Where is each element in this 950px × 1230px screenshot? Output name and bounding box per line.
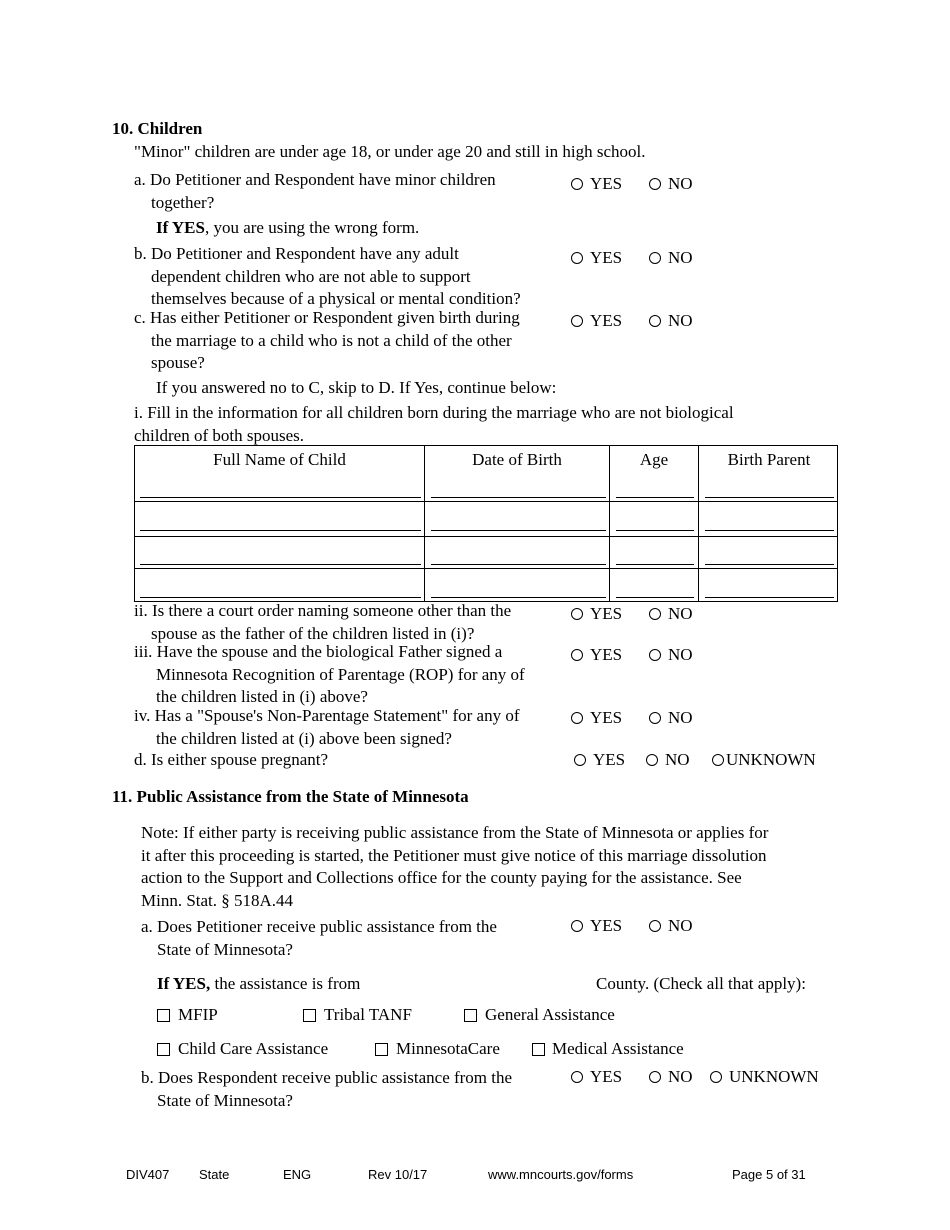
section-10-title: 10. Children [112, 119, 203, 138]
q11a-yes-option[interactable]: YES [571, 916, 622, 936]
medical-assistance-checkbox[interactable] [532, 1043, 545, 1056]
child-parent-field[interactable] [705, 530, 834, 531]
question-10c-iv: iv. Has a "Spouse's Non-Parentage Statement" for any of the children listed at (i) above been signed? [134, 706, 520, 748]
question-11b: b. Does Respondent receive public assistance from the State of Minnesota? [141, 1068, 513, 1110]
q10ciii-no-option[interactable]: NO [649, 645, 693, 665]
child-name-field[interactable] [140, 564, 421, 565]
child-age-field[interactable] [616, 497, 694, 498]
question-11a: a. Does Petitioner receive public assistance from the State of Minnesota? [141, 917, 497, 959]
q10c-no-radio[interactable] [649, 315, 661, 327]
q10d-yes-radio[interactable] [574, 754, 586, 766]
public-assistance-note: Note: If either party is receiving public assistance from the State of Minnesota or applies for it after this proceeding is started, the Petitioner must give notice of this marriage dissolution action to the Support and Collections office for the county paying for the assistance. See Minn. Stat. § 518A.44 [141, 823, 769, 910]
child-age-field[interactable] [616, 530, 694, 531]
table-header-birth-parent: Birth Parent [727, 450, 811, 469]
checkbox-tribal-tanf[interactable]: Tribal TANF [303, 1005, 412, 1025]
checkbox-minnesotacare[interactable]: MinnesotaCare [375, 1039, 500, 1059]
q10c-note: If you answered no to C, skip to D. If Yes, continue below: [156, 378, 557, 397]
footer-url: www.mncourts.gov/forms [488, 1167, 634, 1182]
q10ciii-yes-radio[interactable] [571, 649, 583, 661]
q11b-unknown-radio[interactable] [710, 1071, 722, 1083]
child-age-field[interactable] [616, 564, 694, 565]
footer-form-id: DIV407 [126, 1167, 170, 1182]
question-10d: d. Is either spouse pregnant? [134, 750, 329, 769]
q10a-no-radio[interactable] [649, 178, 661, 190]
table-header-name: Full Name of Child [213, 450, 346, 469]
q10cii-yes-option[interactable]: YES [571, 604, 622, 624]
q11a-no-radio[interactable] [649, 920, 661, 932]
child-dob-field[interactable] [431, 497, 606, 498]
child-name-field[interactable] [140, 597, 421, 598]
county-input[interactable] [380, 992, 590, 993]
child-dob-field[interactable] [431, 597, 606, 598]
footer-page-number: Page 5 of 31 [732, 1167, 806, 1182]
child-parent-field[interactable] [705, 564, 834, 565]
q10d-no-option[interactable]: NO [646, 750, 690, 770]
question-10c-iii: iii. Have the spouse and the biological Father signed a Minnesota Recognition of Parentage (ROP) for any of the children listed in (i) above? [134, 642, 525, 706]
q10civ-yes-option[interactable]: YES [571, 708, 622, 728]
q11a-yes-radio[interactable] [571, 920, 583, 932]
child-care-assistance-checkbox[interactable] [157, 1043, 170, 1056]
checkbox-child-care-assistance[interactable]: Child Care Assistance [157, 1039, 328, 1059]
q10b-yes-option[interactable]: YES [571, 248, 622, 268]
q10civ-no-option[interactable]: NO [649, 708, 693, 728]
q11b-no-radio[interactable] [649, 1071, 661, 1083]
question-10ci: i. Fill in the information for all children born during the marriage who are not biological children of both spouses. [134, 403, 734, 445]
question-10c-ii: ii. Is there a court order naming someone other than the spouse as the father of the children listed in (i)? [134, 601, 512, 643]
q10b-yes-radio[interactable] [571, 252, 583, 264]
child-dob-field[interactable] [431, 564, 606, 565]
q10d-unknown-radio[interactable] [712, 754, 724, 766]
q10d-unknown-option[interactable]: UNKNOWN [712, 750, 816, 770]
mfip-checkbox[interactable] [157, 1009, 170, 1022]
q10c-no-option[interactable]: NO [649, 311, 693, 331]
child-name-field[interactable] [140, 497, 421, 498]
q11b-yes-radio[interactable] [571, 1071, 583, 1083]
child-age-field[interactable] [616, 597, 694, 598]
q10ciii-yes-option[interactable]: YES [571, 645, 622, 665]
general-assistance-checkbox[interactable] [464, 1009, 477, 1022]
q10civ-yes-radio[interactable] [571, 712, 583, 724]
q11a-no-option[interactable]: NO [649, 916, 693, 936]
table-header-dob: Date of Birth [472, 450, 562, 469]
checkbox-medical-assistance[interactable]: Medical Assistance [532, 1039, 684, 1059]
q10a-note: If YES, you are using the wrong form. [156, 218, 420, 237]
tribal-tanf-checkbox[interactable] [303, 1009, 316, 1022]
q10d-no-radio[interactable] [646, 754, 658, 766]
question-10b: b. Do Petitioner and Respondent have any adult dependent children who are not able to support themselves because of a physical or mental condition? [134, 244, 521, 308]
footer-revision: Rev 10/17 [368, 1167, 428, 1182]
question-10a: a. Do Petitioner and Respondent have minor children together? [134, 170, 496, 212]
q11b-unknown-option[interactable]: UNKNOWN [710, 1067, 819, 1087]
q10civ-no-radio[interactable] [649, 712, 661, 724]
footer-state: State [199, 1167, 230, 1182]
footer-language: ENG [283, 1167, 312, 1182]
if-yes-assistance-from: If YES, the assistance is from [157, 974, 361, 993]
q10c-yes-radio[interactable] [571, 315, 583, 327]
q10cii-no-option[interactable]: NO [649, 604, 693, 624]
q10a-no-option[interactable]: NO [649, 174, 693, 194]
q10a-yes-radio[interactable] [571, 178, 583, 190]
q10c-yes-option[interactable]: YES [571, 311, 622, 331]
checkbox-general-assistance[interactable]: General Assistance [464, 1005, 615, 1025]
child-parent-field[interactable] [705, 597, 834, 598]
q11b-no-option[interactable]: NO [649, 1067, 693, 1087]
checkbox-mfip[interactable]: MFIP [157, 1005, 218, 1025]
table-header-age: Age [639, 450, 669, 469]
q10cii-no-radio[interactable] [649, 608, 661, 620]
children-table [134, 445, 838, 602]
child-name-field[interactable] [140, 530, 421, 531]
q10d-yes-option[interactable]: YES [574, 750, 625, 770]
q10b-no-radio[interactable] [649, 252, 661, 264]
q10ciii-no-radio[interactable] [649, 649, 661, 661]
question-10c: c. Has either Petitioner or Respondent given birth during the marriage to a child who is not a child of the other spouse? [134, 308, 520, 372]
section-11-title: 11. Public Assistance from the State of Minnesota [112, 787, 469, 806]
minnesotacare-checkbox[interactable] [375, 1043, 388, 1056]
child-dob-field[interactable] [431, 530, 606, 531]
q11b-yes-option[interactable]: YES [571, 1067, 622, 1087]
county-check-all-text: County. (Check all that apply): [596, 974, 806, 993]
q10cii-yes-radio[interactable] [571, 608, 583, 620]
child-parent-field[interactable] [705, 497, 834, 498]
q10a-yes-option[interactable]: YES [571, 174, 622, 194]
q10b-no-option[interactable]: NO [649, 248, 693, 268]
children-intro: "Minor" children are under age 18, or under age 20 and still in high school. [134, 142, 646, 161]
